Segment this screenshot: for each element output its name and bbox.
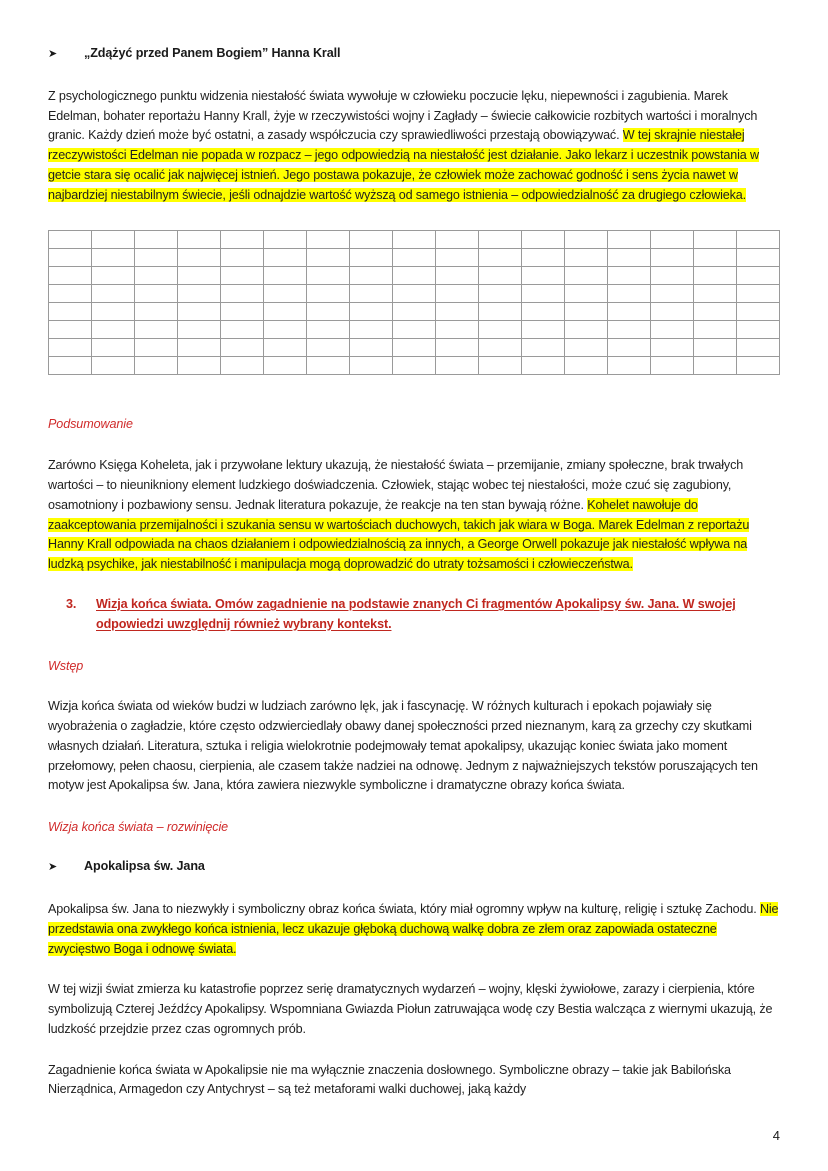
grid-cell[interactable] <box>608 249 651 267</box>
grid-row <box>49 321 780 339</box>
grid-cell[interactable] <box>522 249 565 267</box>
spacer <box>48 375 780 415</box>
spacer <box>48 837 780 857</box>
grid-cell[interactable] <box>307 231 350 249</box>
spacer <box>48 63 780 87</box>
grid-cell[interactable] <box>436 339 479 357</box>
grid-cell[interactable] <box>221 303 264 321</box>
grid-cell[interactable] <box>565 285 608 303</box>
grid-cell[interactable] <box>436 267 479 285</box>
grid-cell[interactable] <box>651 249 694 267</box>
grid-cell[interactable] <box>694 339 737 357</box>
grid-cell[interactable] <box>92 339 135 357</box>
grid-cell[interactable] <box>565 249 608 267</box>
grid-cell[interactable] <box>350 249 393 267</box>
grid-cell[interactable] <box>522 285 565 303</box>
grid-row <box>49 231 780 249</box>
grid-cell[interactable] <box>92 357 135 375</box>
grid-cell[interactable] <box>264 285 307 303</box>
grid-cell[interactable] <box>608 303 651 321</box>
grid-cell[interactable] <box>178 339 221 357</box>
task-text: Wizja końca świata. Omów zagadnienie na podstawie znanych Ci fragmentów Apokalipsy św. Jana. W swojej odpowiedzi uwzględnij również wybrany kontekst. <box>96 596 736 631</box>
grid-cell[interactable] <box>393 231 436 249</box>
grid-cell[interactable] <box>694 231 737 249</box>
grid-cell[interactable] <box>393 321 436 339</box>
grid-cell[interactable] <box>436 231 479 249</box>
paragraph-apokalipsa-1-highlighted: Nie przedstawia ona zwykłego końca istnienia, lecz ukazuje głęboką duchową walkę dobra ze złem oraz zapowiada ostateczne zwycięstwo Boga i odnowę świata. <box>48 902 779 956</box>
grid-cell[interactable] <box>221 321 264 339</box>
grid-cell[interactable] <box>264 249 307 267</box>
heading-apokalipsa-sw-jana <box>48 857 780 876</box>
grid-cell[interactable] <box>694 285 737 303</box>
paragraph-apokalipsa-1-plain: Apokalipsa św. Jana to niezwykły i symboliczny obraz końca świata, który miał ogromny wpływ na kulturę, religię i sztukę Zachodu. <box>48 902 760 916</box>
grid-cell[interactable] <box>651 285 694 303</box>
grid-cell[interactable] <box>135 285 178 303</box>
spacer <box>48 575 780 595</box>
grid-cell[interactable] <box>522 267 565 285</box>
grid-cell[interactable] <box>608 339 651 357</box>
grid-cell[interactable] <box>307 285 350 303</box>
grid-cell[interactable] <box>264 321 307 339</box>
grid-cell[interactable] <box>479 303 522 321</box>
grid-cell[interactable] <box>651 267 694 285</box>
grid-cell[interactable] <box>522 321 565 339</box>
grid-cell[interactable] <box>135 249 178 267</box>
grid-cell[interactable] <box>694 321 737 339</box>
grid-cell[interactable] <box>651 321 694 339</box>
grid-cell[interactable] <box>651 339 694 357</box>
grid-cell[interactable] <box>436 285 479 303</box>
grid-cell[interactable] <box>651 231 694 249</box>
grid-cell[interactable] <box>135 339 178 357</box>
grid-cell[interactable] <box>49 357 92 375</box>
grid-cell[interactable] <box>92 267 135 285</box>
grid-cell[interactable] <box>565 231 608 249</box>
grid-cell[interactable] <box>608 285 651 303</box>
grid-cell[interactable] <box>737 339 780 357</box>
empty-grid-table-wrapper <box>48 230 780 375</box>
grid-cell[interactable] <box>436 249 479 267</box>
grid-cell[interactable] <box>393 267 436 285</box>
grid-cell[interactable] <box>393 357 436 375</box>
grid-cell[interactable] <box>307 267 350 285</box>
grid-cell[interactable] <box>565 303 608 321</box>
grid-cell[interactable] <box>565 267 608 285</box>
grid-cell[interactable] <box>350 321 393 339</box>
paragraph-krall-plain: Z psychologicznego punktu widzenia niestałość świata wywołuje w człowieku poczucie lęku, niepewności i zagubienia. Marek Edelman, bohater reportażu Hanny Krall, żyje w rzeczywistości wojny i Zagłady – świecie całkowicie rozbitych wartości i moralnych granic. Każdy dzień może być ostatni, a zasady współczucia czy sprawiedliwości przestają obowiązywać. <box>48 88 758 143</box>
grid-cell[interactable] <box>350 339 393 357</box>
grid-cell[interactable] <box>264 267 307 285</box>
grid-cell[interactable] <box>350 357 393 375</box>
grid-cell[interactable] <box>522 303 565 321</box>
grid-cell[interactable] <box>479 321 522 339</box>
grid-cell[interactable] <box>178 321 221 339</box>
grid-cell[interactable] <box>135 231 178 249</box>
heading-label: Apokalipsa św. Jana <box>84 859 205 874</box>
grid-cell[interactable] <box>694 249 737 267</box>
grid-cell[interactable] <box>737 357 780 375</box>
empty-grid-table <box>48 230 780 375</box>
spacer <box>48 796 780 818</box>
grid-cell[interactable] <box>737 303 780 321</box>
paragraph-apokalipsa-1 <box>48 900 780 959</box>
grid-cell[interactable] <box>565 321 608 339</box>
grid-cell[interactable] <box>221 285 264 303</box>
grid-cell[interactable] <box>393 249 436 267</box>
grid-cell[interactable] <box>737 231 780 249</box>
grid-cell[interactable] <box>49 303 92 321</box>
grid-cell[interactable] <box>221 339 264 357</box>
grid-cell[interactable] <box>221 231 264 249</box>
grid-cell[interactable] <box>221 357 264 375</box>
heading-label: „Zdążyć przed Panem Bogiem” Hanna Krall <box>84 46 341 60</box>
grid-row <box>49 357 780 375</box>
grid-cell[interactable] <box>49 231 92 249</box>
grid-cell[interactable] <box>307 249 350 267</box>
grid-cell[interactable] <box>522 357 565 375</box>
heading-zdazyc-przed-panem-bogiem <box>48 44 780 63</box>
heading-rozwiniecie: Wizja końca świata – rozwinięcie <box>48 820 229 835</box>
paragraph-krall <box>48 87 780 206</box>
grid-cell[interactable] <box>350 231 393 249</box>
grid-cell[interactable] <box>694 357 737 375</box>
grid-cell[interactable] <box>49 321 92 339</box>
grid-cell[interactable] <box>307 357 350 375</box>
grid-cell[interactable] <box>135 357 178 375</box>
grid-cell[interactable] <box>178 285 221 303</box>
grid-cell[interactable] <box>307 303 350 321</box>
grid-cell[interactable] <box>178 231 221 249</box>
grid-row <box>49 249 780 267</box>
grid-cell[interactable] <box>479 267 522 285</box>
grid-cell[interactable] <box>264 357 307 375</box>
grid-cell[interactable] <box>436 303 479 321</box>
grid-cell[interactable] <box>651 303 694 321</box>
grid-cell[interactable] <box>49 285 92 303</box>
grid-cell[interactable] <box>350 285 393 303</box>
grid-cell[interactable] <box>135 267 178 285</box>
paragraph-krall-highlighted: W tej skrajnie niestałej rzeczywistości Edelman nie popada w rozpacz – jego odpowiedzią na niestałość jest działanie. Jako lekarz i uczestnik powstania w getcie stara się ocalić jak najwięcej istnień. Jego postawa pokazuje, że człowiek może zachować godność i sens życia nawet w najbardziej niestabilnym świecie, jeśli odnajdzie wartość wyższą od samego istnienia – odpowiedzialność za drugiego człowieka. <box>48 128 759 202</box>
paragraph-apokalipsa-3: Zagadnienie końca świata w Apokalipsie nie ma wyłącznie znaczenia dosłownego. Symboliczne obrazy – takie jak Babilońska Nierządnica, Armagedon czy Antychryst – są też metaforami walki duchowej, jaką każdy <box>48 1062 731 1097</box>
grid-cell[interactable] <box>737 267 780 285</box>
grid-cell[interactable] <box>608 321 651 339</box>
grid-cell[interactable] <box>737 285 780 303</box>
spacer <box>48 675 780 697</box>
arrow-bullet-icon: ➤ <box>48 48 58 60</box>
heading-podsumowanie: Podsumowanie <box>48 417 133 432</box>
arrow-bullet-icon: ➤ <box>48 861 58 874</box>
grid-cell[interactable] <box>350 267 393 285</box>
grid-cell[interactable] <box>393 339 436 357</box>
task-number: 3. <box>66 596 77 611</box>
paragraph-wstep: Wizja końca świata od wieków budzi w ludziach zarówno lęk, jak i fascynację. W różnych kulturach i epokach pojawiały się wyobrażenia o zagładzie, które często odzwierciedlały obawy danej społeczności przed nieznanym, karą za grzechy czy skutkami własnych działań. Literatura, sztuka i religia wielokrotnie podejmowały temat apokalipsy, ukazując koniec świata jako moment przełomowy, pełen chaosu, cierpienia, ale czasem także nadziei na odnowę. Jednym z najważniejszych tekstów poruszających ten motyw jest Apokalipsa św. Jana, która zawiera niezwykle symboliczne i dramatyczne obrazy końca świata. <box>48 699 758 793</box>
heading-wstep: Wstęp <box>48 658 84 673</box>
paragraph-podsumowanie-plain: Zarówno Księga Koheleta, jak i przywołane lektury ukazują, że niestałość świata – przemijanie, zmiany społeczne, brak trwałych wartości – to nieunikniony element ludzkiego doświadczenia. Człowiek, stając wobec tej niestałości, może czuć się zagubiony, osamotniony i pozbawiony sensu. Jednak literatura pokazuje, że reakcje na ten stan bywają różne. <box>48 458 744 512</box>
grid-cell[interactable] <box>264 303 307 321</box>
grid-row <box>49 303 780 321</box>
task-item-3 <box>48 595 780 635</box>
grid-cell[interactable] <box>221 249 264 267</box>
grid-cell[interactable] <box>307 339 350 357</box>
grid-cell[interactable] <box>264 231 307 249</box>
grid-cell[interactable] <box>479 357 522 375</box>
grid-cell[interactable] <box>608 231 651 249</box>
grid-cell[interactable] <box>737 249 780 267</box>
grid-cell[interactable] <box>694 267 737 285</box>
grid-cell[interactable] <box>92 303 135 321</box>
grid-cell[interactable] <box>522 339 565 357</box>
grid-row <box>49 267 780 285</box>
spacer <box>48 1040 780 1061</box>
grid-cell[interactable] <box>479 285 522 303</box>
grid-cell[interactable] <box>479 249 522 267</box>
paragraph-podsumowanie <box>48 456 780 575</box>
spacer <box>48 205 780 230</box>
grid-row <box>49 285 780 303</box>
grid-cell[interactable] <box>393 303 436 321</box>
grid-cell[interactable] <box>178 267 221 285</box>
grid-cell[interactable] <box>264 339 307 357</box>
grid-cell[interactable] <box>608 357 651 375</box>
grid-cell[interactable] <box>651 357 694 375</box>
page-content <box>48 0 780 1100</box>
spacer <box>48 434 780 456</box>
grid-cell[interactable] <box>49 339 92 357</box>
grid-cell[interactable] <box>694 303 737 321</box>
spacer <box>48 635 780 657</box>
grid-cell[interactable] <box>436 357 479 375</box>
grid-cell[interactable] <box>608 267 651 285</box>
grid-cell[interactable] <box>92 231 135 249</box>
page-number: 4 <box>772 1128 780 1143</box>
grid-cell[interactable] <box>393 285 436 303</box>
grid-cell[interactable] <box>350 303 393 321</box>
grid-cell[interactable] <box>92 249 135 267</box>
grid-cell[interactable] <box>522 231 565 249</box>
grid-cell[interactable] <box>49 267 92 285</box>
grid-cell[interactable] <box>178 303 221 321</box>
paragraph-podsumowanie-highlighted: Kohelet nawołuje do zaakceptowania przemijalności i szukania sensu w wartościach duchowych, takich jak wiara w Boga. Marek Edelman z reportażu Hanny Krall odpowiada na chaos działaniem i odpowiedzialnością za innych, a George Orwell pokazuje jak niestałość wpływa na ludzką psychike, jak niestabilność i manipulacja mogą doprowadzić do utraty tożsamości i człowieczeństwa. <box>48 497 750 572</box>
grid-cell[interactable] <box>92 321 135 339</box>
grid-cell[interactable] <box>737 321 780 339</box>
grid-cell[interactable] <box>135 321 178 339</box>
grid-cell[interactable] <box>565 339 608 357</box>
grid-cell[interactable] <box>92 285 135 303</box>
grid-cell[interactable] <box>178 249 221 267</box>
grid-cell[interactable] <box>479 339 522 357</box>
grid-cell[interactable] <box>221 267 264 285</box>
grid-row <box>49 339 780 357</box>
grid-cell[interactable] <box>565 357 608 375</box>
paragraph-apokalipsa-2: W tej wizji świat zmierza ku katastrofie poprzez serię dramatycznych wydarzeń – wojny, klęski żywiołowe, zarazy i cierpienia, które symbolizują Czterej Jeźdźcy Apokalipsy. Wspomniana Gwiazda Piołun zatruwająca wodę czy Bestia walcząca z wiernymi ukazują, że ludzkość przejdzie przez czas ogromnych prób. <box>48 982 773 1036</box>
spacer <box>48 876 780 900</box>
grid-cell[interactable] <box>178 357 221 375</box>
spacer <box>48 959 780 980</box>
grid-cell[interactable] <box>479 231 522 249</box>
grid-cell[interactable] <box>436 321 479 339</box>
top-spacer <box>48 0 780 44</box>
grid-cell[interactable] <box>49 249 92 267</box>
grid-cell[interactable] <box>135 303 178 321</box>
grid-cell[interactable] <box>307 321 350 339</box>
